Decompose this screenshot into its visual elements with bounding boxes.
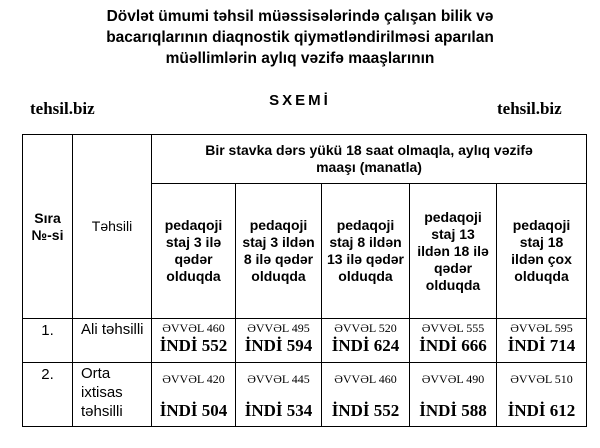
new-salary: İNDİ 552: [331, 401, 400, 420]
salary-cell: [410, 319, 497, 363]
new-salary: İNDİ 588: [419, 401, 487, 420]
salary-cell: [497, 319, 587, 363]
old-salary: ƏVVƏL 460: [334, 372, 397, 386]
document-title: [0, 6, 600, 69]
salary-table: [22, 134, 587, 427]
watermark-left: tehsil.biz: [30, 99, 95, 118]
title-line: Dövlət ümumi təhsil müəssisələrində çalışan bilik və: [106, 8, 494, 25]
row-number: 2.: [23, 363, 73, 427]
document-subtitle: SXEMİ: [269, 92, 331, 109]
table-row: [23, 319, 587, 363]
new-salary: İNDİ 552: [159, 336, 228, 355]
header-group-label: Bir stavka dərs yükü 18 saat olmaqla, aylıq vəzifə maaşı (manatla): [205, 142, 533, 175]
header-staj-8-13: pedaqoji staj 8 ildən 13 ilə qədər olduqda: [322, 184, 410, 319]
salary-cell: [497, 363, 587, 427]
salary-cell: [322, 363, 410, 427]
header-tehsil: Təhsili: [73, 135, 152, 319]
old-salary: ƏVVƏL 490: [421, 372, 485, 386]
new-salary: İNDİ 504: [159, 401, 228, 420]
new-salary: İNDİ 666: [419, 336, 487, 355]
header-staj-0-3: pedaqoji staj 3 ilə qədər olduqda: [152, 184, 236, 319]
new-salary: İNDİ 594: [244, 336, 313, 355]
old-salary: ƏVVƏL 495: [247, 321, 310, 335]
old-salary: ƏVVƏL 420: [162, 372, 225, 386]
salary-cell: [152, 319, 236, 363]
header-group: [152, 135, 587, 184]
new-salary: İNDİ 714: [507, 336, 576, 355]
title-line: müəllimlərin aylıq vəzifə maaşlarının: [165, 50, 435, 67]
row-education: Ali təhsilli: [73, 319, 152, 363]
salary-cell: [410, 363, 497, 427]
new-salary: İNDİ 534: [244, 401, 313, 420]
old-salary: ƏVVƏL 460: [162, 321, 225, 335]
header-staj-18-plus: pedaqoji staj 18 ildən çox olduqda: [497, 184, 587, 319]
old-salary: ƏVVƏL 510: [510, 372, 573, 386]
row-education: Orta ixtisas təhsilli: [73, 363, 152, 427]
old-salary: ƏVVƏL 555: [421, 321, 485, 335]
salary-cell: [236, 319, 322, 363]
old-salary: ƏVVƏL 445: [247, 372, 310, 386]
old-salary: ƏVVƏL 595: [510, 321, 573, 335]
salary-cell: [152, 363, 236, 427]
old-salary: ƏVVƏL 520: [334, 321, 397, 335]
new-salary: İNDİ 624: [331, 336, 400, 355]
row-number: 1.: [23, 319, 73, 363]
header-staj-13-18: pedaqoji staj 13 ildən 18 ilə qədər olduqda: [410, 184, 497, 319]
salary-cell: [236, 363, 322, 427]
table-row: [23, 363, 587, 427]
header-sira: [23, 135, 73, 319]
new-salary: İNDİ 612: [507, 401, 576, 420]
title-line: bacarıqlarının diaqnostik qiymətləndirilməsi aparılan: [106, 29, 494, 46]
watermark-right: tehsil.biz: [497, 99, 562, 118]
salary-cell: [322, 319, 410, 363]
header-sira-label: Sıra №-si: [31, 209, 64, 243]
header-staj-3-8: pedaqoji staj 3 ildən 8 ilə qədər olduqda: [236, 184, 322, 319]
